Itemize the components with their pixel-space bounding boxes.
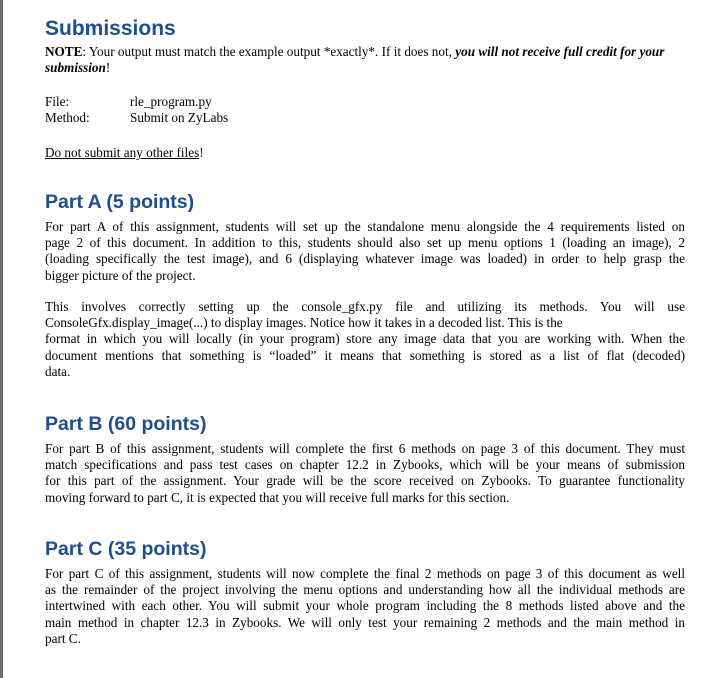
paragraph-line: For part A of this assignment, students will set up the standalone menu alongside the 4 requirements listed on: [45, 219, 685, 234]
file-value: rle_program.py: [130, 94, 212, 109]
paragraph-line: page 2 of this document. In addition to this, students should also set up menu options 1 (loading an image), 2: [45, 235, 685, 251]
part-a-heading: Part A (5 points): [45, 191, 195, 213]
file-row: [45, 94, 228, 110]
paragraph-line: intertwined with each other. You will submit your whole program including the 8 methods listed above and the: [45, 598, 685, 614]
paragraph-line: for this part of the assignment. Your grade will be the score received on Zybooks. To guarantee functionality: [45, 473, 685, 489]
warning-underlined: Do not submit any other files: [45, 145, 200, 160]
paragraph-line: moving forward to part C, it is expected that you will receive full marks for this section.: [45, 489, 510, 505]
paragraph-line: This involves correctly setting up the console_gfx.py file and utilizing its methods. You will use: [45, 299, 685, 314]
warning-end: !: [199, 145, 204, 160]
note-emphasis: you will not receive full credit for your submission: [45, 44, 665, 76]
file-info-table: [45, 94, 228, 126]
paragraph-line: as the remainder of the project involving the menu options and understanding how all the individual methods are: [45, 582, 685, 598]
paragraph-line: For part C of this assignment, students will now complete the final 2 methods on page 3 of this document as well: [45, 566, 685, 581]
paragraph-line: part C.: [45, 630, 81, 646]
note-paragraph: [45, 44, 695, 76]
part-b-heading: Part B (60 points): [45, 413, 207, 435]
part-c-paragraph: [45, 566, 685, 647]
warning-line: [45, 145, 204, 161]
part-a-paragraph-1: [45, 219, 685, 284]
note-text: : Your output must match the example output *exactly*. If it does not,: [82, 44, 456, 59]
part-b-paragraph: [45, 441, 685, 506]
note-end: !: [105, 60, 111, 76]
paragraph-line: (loading specifically the test image), and 6 (displaying whatever image was loaded) in order to help grasp the: [45, 251, 685, 267]
paragraph-line: format in which you will locally (in your program) store any image data that you are working with. When the: [45, 331, 685, 347]
paragraph-line: data.: [45, 363, 71, 379]
method-row: [45, 110, 228, 126]
note-label: NOTE: [45, 44, 83, 59]
method-value: Submit on ZyLabs: [130, 110, 229, 125]
paragraph-line: document mentions that something is “loaded” it means that something is stored as a list of flat (decoded): [45, 347, 685, 363]
paragraph-line: For part B of this assignment, students will complete the first 6 methods on page 3 of this document. They must: [45, 441, 685, 456]
file-label: File:: [45, 94, 70, 109]
paragraph-line: bigger picture of the project.: [45, 267, 196, 283]
submissions-heading: Submissions: [45, 17, 176, 40]
method-label: Method:: [45, 110, 90, 125]
part-c-heading: Part C (35 points): [45, 538, 207, 560]
part-a-paragraph-2: [45, 299, 685, 380]
paragraph-line: ConsoleGfx.display_image(...) to display images. Notice how it takes in a decoded list. This is the: [45, 315, 563, 331]
page-left-border: [0, 0, 3, 678]
paragraph-line: main method in chapter 12.3 in Zybooks. We will only test your remaining 2 methods and the main method in: [45, 614, 685, 630]
paragraph-line: match specifications and pass test cases on chapter 12.2 in Zybooks, which will be your means of submission: [45, 457, 685, 473]
